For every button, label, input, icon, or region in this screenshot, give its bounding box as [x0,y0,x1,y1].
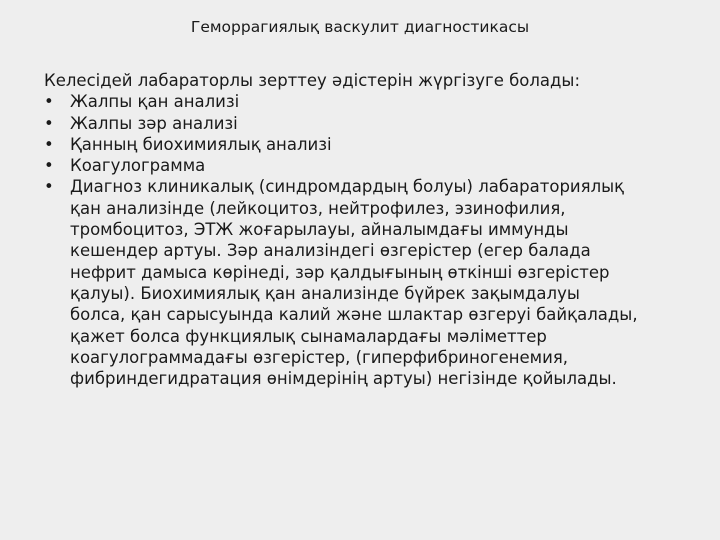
bullet-text-line: тромбоцитоз, ЭТЖ жоғарылауы, айналымдағы иммунды [70,220,569,240]
bullet-icon: • [44,113,54,133]
bullet-text: Жалпы зәр анализі [70,113,238,133]
bullet-text-line: нефрит дамыса көрінеді, зәр қалдығының өткінші өзгерістер [70,262,610,282]
bullet-text-line: кешендер артуы. Зәр анализіндегі өзгерістер (егер балада [70,241,591,261]
bullet-text-line: қан анализінде (лейкоцитоз, нейтрофилез, эзинофилия, [70,198,566,218]
bullet-icon: • [44,156,54,176]
slide-title: Геморрагиялық васкулит диагностикасы [190,18,530,36]
slide-content [44,70,684,389]
bullet-item [44,91,684,112]
bullet-text: Жалпы қан анализі [70,92,240,112]
bullet-icon: • [44,92,54,112]
bullet-item [44,155,684,176]
bullet-list [44,91,684,389]
bullet-text: Коагулограмма [70,156,206,176]
bullet-icon: • [44,134,54,154]
bullet-text-line: болса, қан сарысуында калий және шлактар өзгеруі байқалады, [70,305,638,325]
bullet-text-line: Диагноз клиникалық (синдромдардың болуы) лабараториялық [70,177,625,197]
bullet-text-line: қалуы). Биохимиялық қан анализінде бүйрек зақымдалуы [70,283,580,303]
bullet-text: Қанның биохимиялық анализі [70,134,332,154]
bullet-text-line: фибриндегидратация өнімдерінің артуы) негізінде қойылады. [70,369,617,389]
bullet-text-line: коагулограммадағы өзгерістер, (гиперфибриногенемия, [70,347,569,367]
bullet-icon: • [44,177,54,197]
bullet-item-diagnosis [44,176,684,389]
bullet-item [44,113,684,134]
bullet-item [44,134,684,155]
intro-text: Келесідей лабараторлы зерттеу әдістерін жүргізуге болады: [44,71,581,90]
bullet-text-line: қажет болса функциялық сынамалардағы мәліметтер [70,326,547,346]
